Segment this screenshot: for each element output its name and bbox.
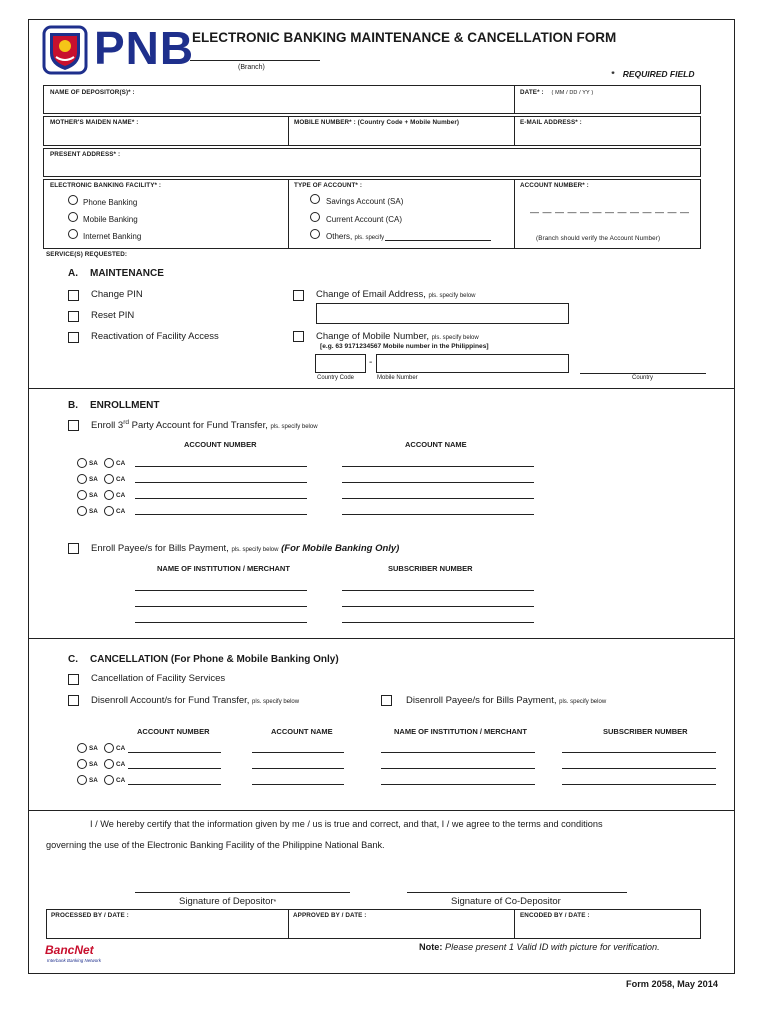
country-code-caption: Country Code (317, 375, 355, 381)
enroll-3rd-specify: pls. specify below (270, 424, 318, 431)
services-requested-label: SERVICE(S) REQUESTED: (46, 251, 128, 258)
cancel-row-1-subscriber[interactable] (562, 752, 716, 753)
cancel-row-1-sa-label: SA (89, 745, 98, 752)
country-input-line[interactable] (580, 373, 706, 374)
cancel-row-3-account-name[interactable] (252, 784, 344, 785)
type-current-radio[interactable] (310, 212, 320, 222)
maiden-name-label: MOTHER'S MAIDEN NAME* : (50, 119, 139, 126)
enroll-row-1-sa-label: SA (89, 460, 98, 467)
enroll-subscriber-header: SUBSCRIBER NUMBER (388, 564, 473, 573)
enroll-row-3-ca-label: CA (116, 492, 126, 499)
cancel-row-2-institution[interactable] (381, 768, 535, 769)
enroll-row-3-account-name[interactable] (342, 498, 534, 499)
cancel-row-3-account-number[interactable] (128, 784, 221, 785)
enroll-row-2-sa-radio[interactable] (77, 474, 87, 484)
enroll-3rd-post: Party Account for Fund Transfer, (129, 420, 268, 432)
date-label (520, 89, 593, 96)
date-label-text: DATE* : (520, 89, 544, 96)
form-id: Form 2058, May 2014 (626, 979, 718, 989)
enroll-row-1-ca-label: CA (116, 460, 126, 467)
payee-row-3-institution[interactable] (135, 622, 307, 623)
enroll-account-name-header: ACCOUNT NAME (405, 440, 467, 449)
enrollment-letter: B. (68, 400, 78, 411)
signature-codepositor-line[interactable] (407, 892, 627, 893)
section-divider-c (28, 810, 735, 811)
mobile-number-input[interactable] (376, 354, 569, 373)
type-others-radio[interactable] (310, 229, 320, 239)
change-email-text: Change of Email Address, (316, 289, 426, 300)
enroll-payee-text: Enroll Payee/s for Bills Payment, (91, 543, 229, 554)
encoded-by-label: ENCODED BY / DATE : (520, 912, 590, 919)
enroll-row-3-sa-label: SA (89, 492, 98, 499)
disenroll-payee-checkbox[interactable] (381, 695, 392, 706)
enroll-institution-header: NAME OF INSTITUTION / MERCHANT (157, 564, 290, 573)
reset-pin-checkbox[interactable] (68, 311, 79, 322)
change-email-specify: pls. specify below (428, 293, 476, 299)
cancel-row-2-ca-label: CA (116, 761, 126, 768)
bancnet-tagline: Interbank Banking Network (47, 958, 102, 963)
enroll-row-4-sa-label: SA (89, 508, 98, 515)
enroll-row-1-account-name[interactable] (342, 466, 534, 467)
others-specify-line[interactable] (385, 240, 491, 241)
disenroll-accounts-text: Disenroll Account/s for Fund Transfer, (91, 695, 250, 706)
enroll-payee-checkbox[interactable] (68, 543, 79, 554)
id-note (419, 942, 660, 952)
enroll-row-3-ca-radio[interactable] (104, 490, 114, 500)
payee-row-1-subscriber[interactable] (342, 590, 534, 591)
facility-cell (43, 179, 289, 249)
facility-internet-label: Internet Banking (83, 232, 142, 241)
signature-codepositor-label: Signature of Co-Depositor (451, 896, 561, 907)
facility-phone-radio[interactable] (68, 195, 78, 205)
cancel-account-number-header: ACCOUNT NUMBER (137, 727, 210, 736)
cancel-account-name-header: ACCOUNT NAME (271, 727, 333, 736)
maintenance-letter: A. (68, 268, 78, 279)
facility-internet-radio[interactable] (68, 229, 78, 239)
facility-label: ELECTRONIC BANKING FACILITY* : (50, 182, 162, 189)
enroll-row-2-account-name[interactable] (342, 482, 534, 483)
payee-row-1-institution[interactable] (135, 590, 307, 591)
enroll-row-2-account-number[interactable] (135, 482, 307, 483)
change-pin-checkbox[interactable] (68, 290, 79, 301)
mobile-number-caption: Mobile Number (377, 375, 418, 381)
disenroll-payee-specify: pls. specify below (559, 699, 607, 705)
enroll-3rd-party-label (91, 419, 318, 431)
certification-line-2: governing the use of the Electronic Banking Facility of the Philippine National Bank. (46, 840, 385, 850)
disenroll-accounts-checkbox[interactable] (68, 695, 79, 706)
branch-label: (Branch) (238, 64, 265, 71)
enroll-row-3-account-number[interactable] (135, 498, 307, 499)
enroll-payee-specify: pls. specify below (231, 547, 279, 553)
account-type-label: TYPE OF ACCOUNT* : (294, 182, 363, 189)
cancel-facility-label: Cancellation of Facility Services (91, 673, 226, 684)
branch-line (190, 60, 320, 61)
cancel-row-3-institution[interactable] (381, 784, 535, 785)
bancnet-logo (45, 943, 115, 967)
cancellation-letter: C. (68, 654, 78, 665)
cancel-row-2-account-number[interactable] (128, 768, 221, 769)
certification-line-1: I / We hereby certify that the information given by me / us is true and correct, and that, I / we agree to the terms and conditions (90, 819, 603, 829)
country-caption: Country (632, 375, 654, 381)
signature-depositor-star: * (273, 899, 277, 906)
pnb-seal-icon (42, 25, 88, 75)
enroll-row-2-sa-label: SA (89, 476, 98, 483)
enroll-row-4-ca-label: CA (116, 508, 126, 515)
id-note-text: Please present 1 Valid ID with picture for verification. (442, 942, 660, 952)
facility-phone-label: Phone Banking (83, 198, 138, 207)
signature-depositor-text: Signature of Depositor (179, 896, 274, 907)
enroll-row-1-sa-radio[interactable] (77, 458, 87, 468)
enroll-3rd-party-checkbox[interactable] (68, 420, 79, 431)
pnb-logo-text: PNB (94, 22, 195, 74)
reactivation-checkbox[interactable] (68, 332, 79, 343)
enroll-row-3-sa-radio[interactable] (77, 490, 87, 500)
cancel-row-3-subscriber[interactable] (562, 784, 716, 785)
type-current-label: Current Account (CA) (326, 215, 403, 224)
enroll-row-4-sa-radio[interactable] (77, 506, 87, 516)
facility-mobile-label: Mobile Banking (83, 215, 138, 224)
type-others-text: Others, (326, 232, 353, 241)
cancel-row-3-sa-label: SA (89, 777, 98, 784)
enroll-payee-label (91, 543, 399, 554)
cancel-subscriber-header: SUBSCRIBER NUMBER (603, 727, 688, 736)
enroll-3rd-sup: rd (123, 419, 129, 426)
change-email-checkbox[interactable] (293, 290, 304, 301)
required-note (611, 69, 694, 79)
enroll-3rd-pre: Enroll 3 (91, 420, 124, 432)
change-email-label (316, 289, 476, 300)
reset-pin-label: Reset PIN (91, 310, 135, 321)
cancel-row-3-sa-radio[interactable] (77, 775, 87, 785)
facility-mobile-radio[interactable] (68, 212, 78, 222)
enroll-row-4-ca-radio[interactable] (104, 506, 114, 516)
cancel-institution-header: NAME OF INSTITUTION / MERCHANT (394, 727, 527, 736)
cancel-row-1-sa-radio[interactable] (77, 743, 87, 753)
reactivation-label: Reactivation of Facility Access (91, 331, 219, 342)
section-divider-b (28, 638, 735, 639)
cancel-row-1-institution[interactable] (381, 752, 535, 753)
cancel-row-2-ca-radio[interactable] (104, 759, 114, 769)
address-label: PRESENT ADDRESS* : (50, 151, 121, 158)
change-mobile-specify: pls. specify below (431, 335, 479, 341)
section-divider-a (28, 388, 735, 389)
account-number-blank[interactable]: — — — — — — — — — — — — — (530, 207, 690, 217)
mobile-example: [e.g. 63 9171234567 Mobile number in the Philippines] (320, 343, 489, 350)
approved-by-label: APPROVED BY / DATE : (293, 912, 367, 919)
maintenance-heading: MAINTENANCE (90, 268, 164, 279)
enroll-row-4-account-number[interactable] (135, 514, 307, 515)
enroll-row-1-account-number[interactable] (135, 466, 307, 467)
change-mobile-checkbox[interactable] (293, 331, 304, 342)
pnb-logo (42, 22, 195, 75)
country-code-input[interactable] (315, 354, 366, 373)
cancel-row-1-ca-label: CA (116, 745, 126, 752)
type-savings-radio[interactable] (310, 194, 320, 204)
signature-depositor-label (179, 896, 276, 907)
payee-row-2-subscriber[interactable] (342, 606, 534, 607)
cancel-row-3-ca-label: CA (116, 777, 126, 784)
required-star: * (611, 69, 615, 79)
cancel-row-2-sa-radio[interactable] (77, 759, 87, 769)
payee-row-3-subscriber[interactable] (342, 622, 534, 623)
enroll-row-2-ca-label: CA (116, 476, 126, 483)
change-mobile-text: Change of Mobile Number, (316, 331, 430, 342)
enroll-payee-mobile-only: (For Mobile Banking Only) (281, 543, 400, 554)
mobile-number-label: MOBILE NUMBER* : (Country Code + Mobile Number) (294, 119, 460, 126)
disenroll-payee-text: Disenroll Payee/s for Bills Payment, (406, 695, 557, 706)
form-title: ELECTRONIC BANKING MAINTENANCE & CANCELLATION FORM (192, 30, 617, 45)
cancel-facility-checkbox[interactable] (68, 674, 79, 685)
date-format: ( MM / DD / YY ) (551, 90, 594, 96)
cancel-row-1-ca-radio[interactable] (104, 743, 114, 753)
branch-verify-note: (Branch should verify the Account Number) (536, 235, 661, 242)
required-text: REQUIRED FIELD (622, 69, 695, 79)
signature-depositor-line[interactable] (135, 892, 350, 893)
cancel-row-1-account-name[interactable] (252, 752, 344, 753)
change-pin-label: Change PIN (91, 289, 143, 300)
enroll-account-number-header: ACCOUNT NUMBER (184, 440, 257, 449)
type-others-label (326, 232, 384, 241)
cancel-row-1-account-number[interactable] (128, 752, 221, 753)
enroll-row-1-ca-radio[interactable] (104, 458, 114, 468)
cancel-row-2-account-name[interactable] (252, 768, 344, 769)
disenroll-payee-label (406, 695, 606, 706)
depositor-label: NAME OF DEPOSITOR(S)* : (50, 89, 135, 96)
disenroll-accounts-specify: pls. specify below (252, 699, 300, 705)
enrollment-heading: ENROLLMENT (90, 400, 160, 411)
others-specify: pls. specify (354, 235, 385, 241)
enroll-row-2-ca-radio[interactable] (104, 474, 114, 484)
enroll-row-4-account-name[interactable] (342, 514, 534, 515)
mobile-dash: - (369, 357, 373, 368)
processed-by-label: PROCESSED BY / DATE : (51, 912, 129, 919)
address-field[interactable] (43, 148, 701, 177)
cancel-row-2-sa-label: SA (89, 761, 98, 768)
cancel-row-3-ca-radio[interactable] (104, 775, 114, 785)
payee-row-2-institution[interactable] (135, 606, 307, 607)
bancnet-logo-text: BancNet (45, 943, 94, 957)
id-note-label: Note: (419, 942, 443, 952)
disenroll-accounts-label (91, 695, 299, 706)
type-savings-label: Savings Account (SA) (326, 197, 404, 206)
new-email-input[interactable] (316, 303, 569, 324)
account-type-cell (288, 179, 515, 249)
cancel-row-2-subscriber[interactable] (562, 768, 716, 769)
change-mobile-label (316, 331, 479, 342)
account-number-label: ACCOUNT NUMBER* : (520, 182, 589, 189)
cancellation-heading: CANCELLATION (For Phone & Mobile Banking Only) (90, 654, 339, 665)
email-label: E-MAIL ADDRESS* : (520, 119, 582, 126)
